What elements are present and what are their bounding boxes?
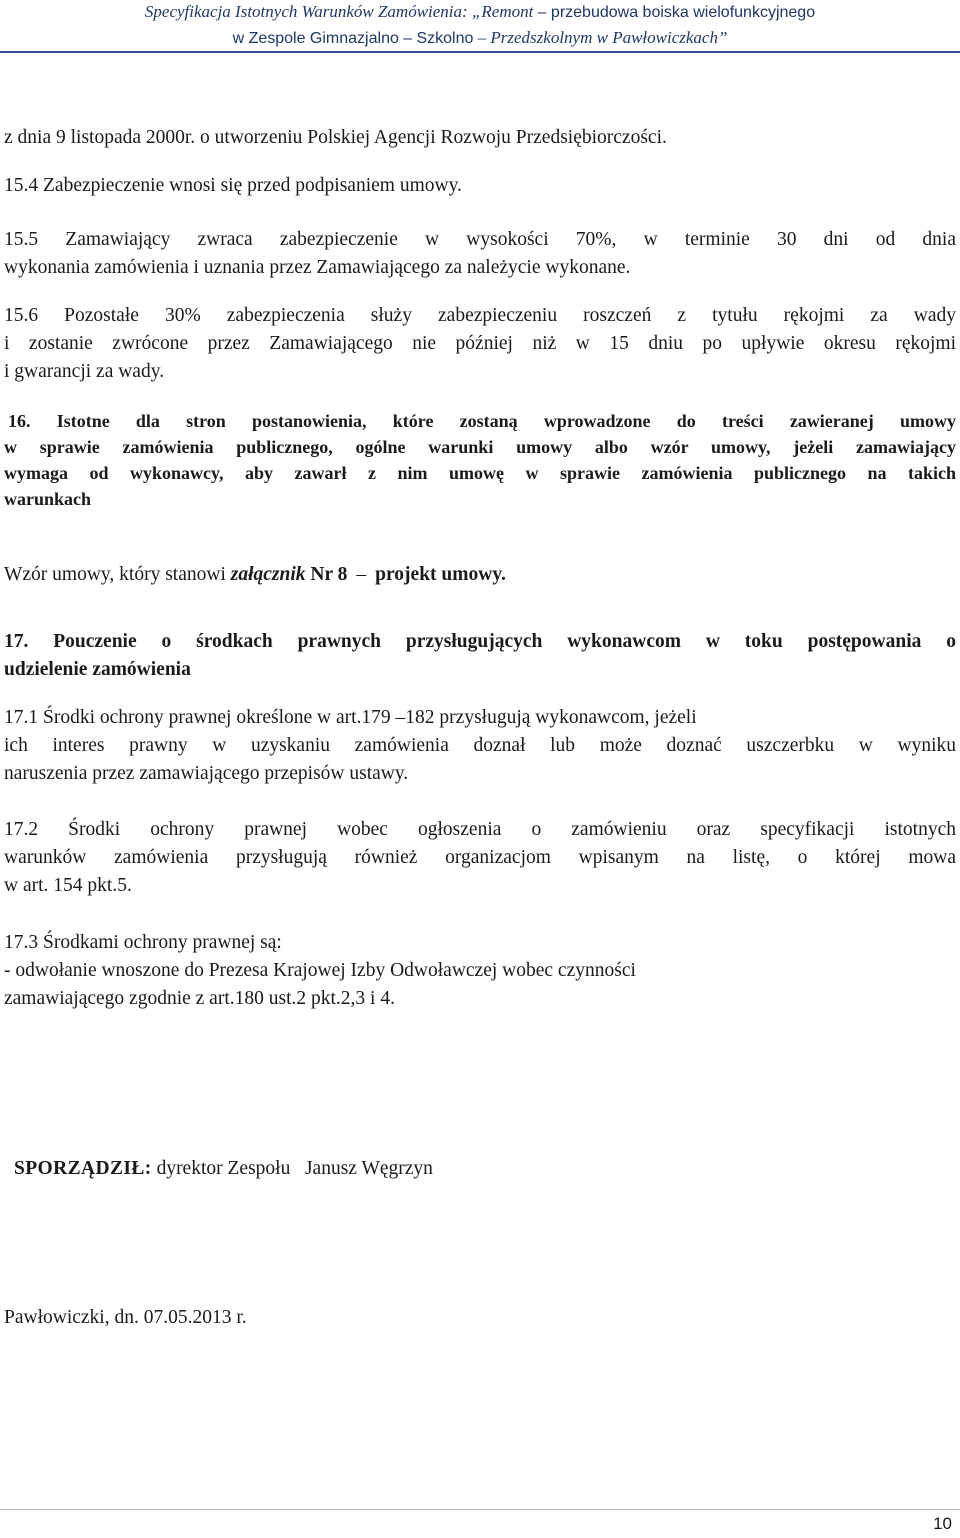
text-line: warunków zamówienia przysługują również organizacjom wpisanym na listę, o której mowa [4,847,956,868]
header-title-part-2: – przebudowa boiska wielofunkcyjnego [537,4,816,21]
footer-rule [0,1509,960,1510]
paragraph-17-2 [4,816,956,900]
wzor-nr: Nr 8 [305,564,348,585]
page-number: 10 [933,1514,952,1533]
text-line: - odwołanie wnoszone do Prezesa Krajowej Izby Odwoławczej wobec czynności [4,960,636,981]
text-line: Wzór umowy, który stanowi załącznik Nr 8 – projekt umowy. [4,564,506,585]
text-line: ich interes prawny w uzyskaniu zamówienia doznał lub może doznać uszczerbku w wyniku [4,735,956,756]
text-line: warunkach [4,489,92,509]
text-line: w art. 154 pkt.5. [4,875,132,896]
text-line: i zostanie zwrócone przez Zamawiającego nie później niż w 15 dniu po upływie okresu rękojmi [4,333,956,354]
signature-role: dyrektor Zespołu [156,1158,291,1179]
header-line-2 [0,28,960,49]
header-school-part-1: w Zespole Gimnazjalno [232,30,399,47]
section-16-heading: 16. Istotne dla stron postanowienia, które zostaną wprowadzone do treści zawieranej umowy [8,411,956,431]
text-line: z dnia 9 listopada 2000r. o utworzeniu Polskiej Agencji Rozwoju Przedsiębiorczości. [4,127,667,148]
signature-label: SPORZĄDZIŁ: [14,1158,152,1179]
wzor-text: Wzór umowy, który stanowi [4,564,231,585]
header-school-part-3: – Przedszkolnym w Pawłowiczkach” [477,28,728,47]
signature-line [14,1156,433,1182]
paragraph-15-4 [4,172,956,200]
paragraph-wzor-umowy [4,561,956,589]
text-line: w sprawie zamówienia publicznego, ogólne warunki umowy albo wzór umowy, jeżeli zamawiający [4,437,956,457]
text-line: i gwarancji za wady. [4,361,165,382]
page-header [0,0,960,56]
wzor-attachment: załącznik [230,564,306,585]
paragraph-17-3 [4,929,956,1013]
text-line: 17.1 Środki ochrony prawnej określone w art.179 –182 przysługują wykonawcom, jeżeli [4,707,697,728]
paragraph-17-1 [4,704,956,788]
text-line: udzielenie zamówienia [4,659,191,680]
header-title-part-1: Specyfikacja Istotnych Warunków Zamówienia: „Remont [144,2,534,21]
paragraph-intro [4,124,956,152]
signature-name: Janusz Węgrzyn [304,1158,433,1179]
header-school-part-2: – Szkolno [403,30,474,47]
text-line: wykonania zamówienia i uznania przez Zamawiającego za należycie wykonane. [4,257,631,278]
header-rule [0,51,960,53]
text-line: zamawiającego zgodnie z art.180 ust.2 pkt.2,3 i 4. [4,988,395,1009]
place-date: Pawłowiczki, dn. 07.05.2013 r. [4,1307,247,1328]
section-17 [4,628,956,684]
wzor-project: projekt umowy. [375,564,506,585]
text-line: 15.4 Zabezpieczenie wnosi się przed podpisaniem umowy. [4,175,462,196]
section-16 [4,408,956,512]
text-line: 15.5 Zamawiający zwraca zabezpieczenie w wysokości 70%, w terminie 30 dni od dnia [4,229,956,250]
header-line-1 [0,2,960,23]
text-line: 17.3 Środkami ochrony prawnej są: [4,932,282,953]
text-line: naruszenia przez zamawiającego przepisów ustawy. [4,763,409,784]
text-line: 17.2 Środki ochrony prawnej wobec ogłoszenia o zamówieniu oraz specyfikacji istotnych [4,819,956,840]
paragraph-15-6 [4,302,956,386]
paragraph-15-5 [4,226,956,282]
section-17-heading: 17. Pouczenie o środkach prawnych przysługujących wykonawcom w toku postępowania o [4,631,956,652]
text-line: wymaga od wykonawcy, aby zawarł z nim umowę w sprawie zamówienia publicznego na takich [4,463,956,483]
text-line: 15.6 Pozostałe 30% zabezpieczenia służy zabezpieczeniu roszczeń z tytułu rękojmi za wady [4,305,956,326]
